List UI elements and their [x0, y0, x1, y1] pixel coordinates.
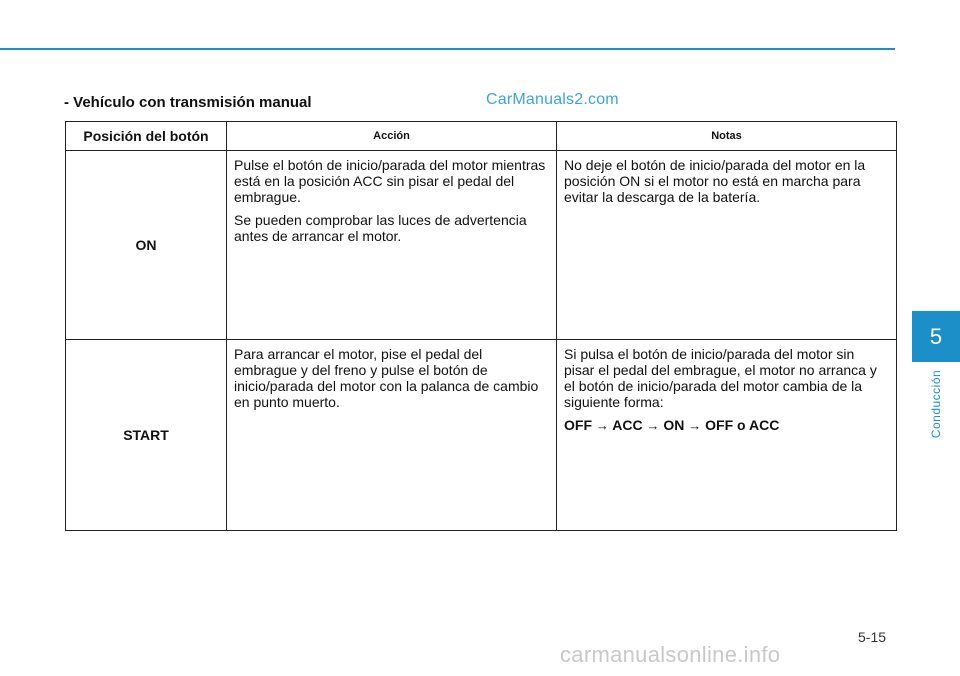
right-arrow-icon: →: [595, 418, 609, 433]
section-heading: - Vehículo con transmisión manual: [64, 94, 312, 111]
state-label: ACC: [612, 417, 643, 433]
header-action: Acción: [227, 122, 557, 151]
header-position: Posición del botón: [66, 122, 227, 151]
state-label: OFF o ACC: [705, 417, 780, 433]
state-label: ON: [663, 417, 685, 433]
state-label: OFF: [564, 417, 592, 433]
watermark-bottom: carmanualsonline.info: [560, 642, 781, 667]
chapter-label: Conducción: [929, 369, 943, 439]
table-row: [66, 340, 897, 531]
top-rule: [0, 48, 895, 50]
position-cell: START: [66, 340, 227, 531]
page-number: 5-15: [858, 629, 887, 645]
notes-cell: [557, 151, 897, 340]
table-header-row: [66, 122, 897, 151]
right-arrow-icon: →: [646, 418, 660, 433]
action-text: Se pueden comprobar las luces de advertencia antes de arrancar el motor.: [234, 212, 527, 244]
header-notes: Notas: [557, 122, 897, 151]
action-cell: [227, 151, 557, 340]
action-cell: [227, 340, 557, 531]
chapter-tab: 5: [912, 311, 960, 362]
notes-cell: [557, 340, 897, 531]
notes-text: Si pulsa el botón de inicio/parada del motor sin pisar el pedal del embrague, el motor no arranca y el botón de inicio/parada del motor cambia de la siguiente forma:: [564, 346, 877, 410]
action-text: Pulse el botón de inicio/parada del motor mientras está en la posición ACC sin pisar el pedal del embrague.: [234, 157, 546, 205]
watermark-top: CarManuals2.com: [486, 91, 619, 108]
position-cell: ON: [66, 151, 227, 340]
notes-text: No deje el botón de inicio/parada del motor en la posición ON si el motor no está en marcha para evitar la descarga de la batería.: [564, 157, 866, 205]
right-arrow-icon: →: [688, 418, 702, 433]
action-text: Para arrancar el motor, pise el pedal del embrague y del freno y pulse el botón de inicio/parada del motor con la palanca de cambio en punto muerto.: [234, 346, 539, 410]
table-row: [66, 151, 897, 340]
info-table: [65, 121, 897, 531]
state-sequence: [564, 417, 888, 434]
